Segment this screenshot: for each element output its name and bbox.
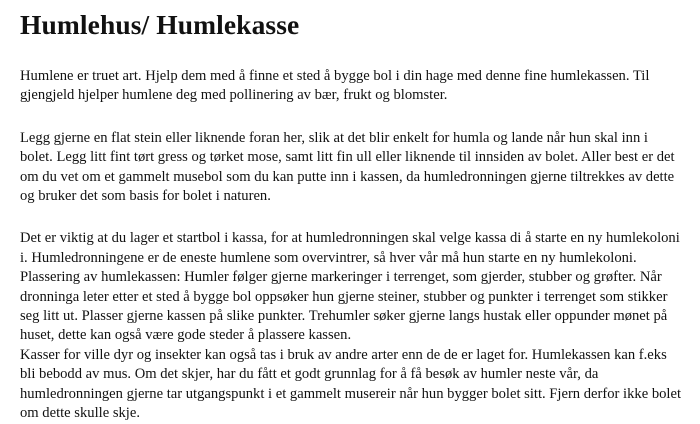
paragraph-placement-stone: Legg gjerne en flat stein eller liknende foran her, slik at det blir enkelt for humla og lande når hun skal inn i bolet. Legg litt fint tørt gress og tørket mose, samt litt fin ull eller liknende til innsiden av bolet. Aller best er det om du vet om et gammelt musebol som du kan putte inn i kassen, da humledronningen gjerne tiltrekkes av dette og bruker det som basis for bolet i naturen. (20, 129, 675, 205)
document-body (20, 67, 682, 424)
paragraph-startbol: Det er viktig at du lager et startbol i kassa, for at humledronningen skal velge kassa di å starte en ny humlekoloni i. Humledronningene er de eneste humlene som overvintrer, så hver vår må hun starte en ny humlekoloni. Plassering av humlekassen: Humler følger gjerne markeringer i terrenget, som gjerder, stubber og grøfter. Når dronninga leter etter et sted å bygge bol oppsøker hun gjerne steiner, stubber og punkter i terrenget som stikker seg litt ut. Plasser gjerne kassen på slike punkter. Trehumler søker gjerne langs hustak eller oppunder mønet på huset, dette kan også være gode steder å plassere kassen. (20, 230, 680, 344)
document-title: Humlehus/ Humlekasse (20, 9, 300, 40)
paragraph-intro: Humlene er truet art. Hjelp dem med å finne et sted å bygge bol i din hage med denne fine humlekassen. Til gjengjeld hjelper humlene deg med pollinering av bær, frukt og blomster. (20, 68, 650, 104)
paragraph-other-animals: Kasser for ville dyr og insekter kan også tas i bruk av andre arter enn de de er laget for. Humlekassen kan f.eks bli bebodd av mus. Om det skjer, har du fått et godt grunnlag for å få besøk av humler neste vår, da humledronningen gjerne tar utgangspunkt i et gammelt musereir når hun bygger bolet sitt. Fjern derfor ikke bolet om dette skulle skje. (20, 346, 682, 422)
